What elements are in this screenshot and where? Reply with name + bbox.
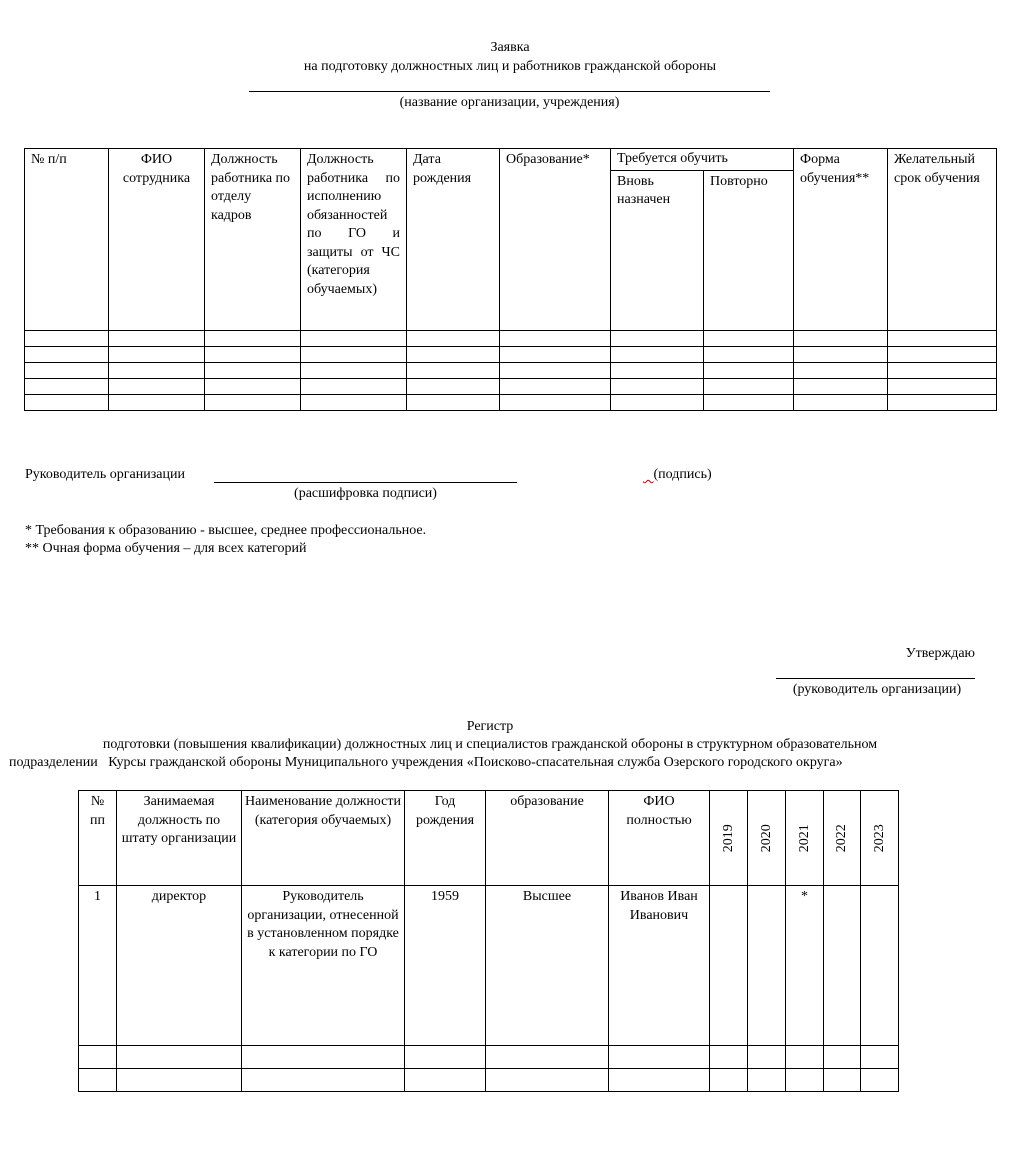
header-education: Образование*: [500, 149, 611, 331]
application-title: Заявка: [490, 40, 530, 55]
row-fio: Иванов Иван Иванович: [609, 886, 710, 1046]
table-row: [79, 1069, 899, 1092]
register-title: Регистр: [466, 719, 514, 734]
application-table: [24, 148, 997, 411]
table-row: [25, 395, 997, 411]
register-subtitle-line1: подготовки (повышения квалификации) должностных лиц и специалистов гражданской обороны в структурном образовательном: [102, 737, 878, 752]
header-num: № пп: [79, 791, 117, 886]
signature-caption: (подпись): [653, 467, 712, 482]
header-year-2019: 2019: [710, 791, 748, 886]
header-position-name: Наименование должности (категория обучаемых): [242, 791, 405, 886]
row-year-2020: [748, 886, 786, 1046]
table-row: [25, 331, 997, 347]
row-position-name: Руководитель организации, отнесенной в установленном порядке к категории по ГО: [242, 886, 405, 1046]
approve-caption: (руководитель организации): [792, 682, 962, 697]
footnote-education: * Требования к образованию - высшее, среднее профессиональное.: [25, 523, 427, 538]
row-year-2023: [861, 886, 899, 1046]
signature-decoding-caption: (расшифровка подписи): [294, 486, 437, 501]
header-training-form: Форма обучения**: [794, 149, 888, 331]
header-desired-term: Желательный срок обучения: [888, 149, 997, 331]
header-year-2022: 2022: [824, 791, 861, 886]
register-subtitle-line2: подразделении Курсы гражданской обороны Муниципального учреждения «Поисково-спасательная служба Озерского городского округа»: [9, 755, 843, 770]
header-training-repeat: Повторно: [704, 170, 794, 331]
table-row: [79, 886, 899, 1046]
header-num: № п/п: [25, 149, 109, 331]
table-row: [25, 379, 997, 395]
header-training-new: Вновь назначен: [611, 170, 704, 331]
row-education: Высшее: [486, 886, 609, 1046]
register-table: [78, 790, 899, 1092]
approve-line: [776, 678, 975, 679]
row-birth-year: 1959: [405, 886, 486, 1046]
header-fio: ФИО сотрудника: [109, 149, 205, 331]
header-position-hr: Должность работника по отделу кадров: [205, 149, 301, 331]
table-row: [25, 347, 997, 363]
signature-decoding-line: [214, 482, 517, 483]
footnote-training-form: ** Очная форма обучения – для всех категорий: [25, 541, 307, 556]
table-row: [79, 1046, 899, 1069]
application-subtitle: на подготовку должностных лиц и работников гражданской обороны: [303, 59, 717, 74]
row-year-2022: [824, 886, 861, 1046]
organization-name-caption: (название организации, учреждения): [399, 95, 620, 110]
row-year-2021: *: [786, 886, 824, 1046]
organization-name-line: [249, 91, 770, 92]
header-position: Занимаемая должность по штату организации: [117, 791, 242, 886]
header-year-2020: 2020: [748, 791, 786, 886]
table-row: [25, 363, 997, 379]
row-num: 1: [79, 886, 117, 1046]
header-position-go: Должность работника по исполнению обязанностей по ГО и защиты от ЧС (категория обучаемых): [301, 149, 407, 331]
approve-label: Утверждаю: [905, 646, 975, 661]
header-year-2021: 2021: [786, 791, 824, 886]
header-education: образование: [486, 791, 609, 886]
header-training-required: Требуется обучить: [611, 149, 794, 171]
row-position: директор: [117, 886, 242, 1046]
header-fio: ФИО полностью: [609, 791, 710, 886]
header-birth-date: Дата рождения: [407, 149, 500, 331]
head-of-organization-label: Руководитель организации: [25, 467, 185, 482]
header-year-2023: 2023: [861, 791, 899, 886]
header-birth-year: Год рождения: [405, 791, 486, 886]
row-year-2019: [710, 886, 748, 1046]
